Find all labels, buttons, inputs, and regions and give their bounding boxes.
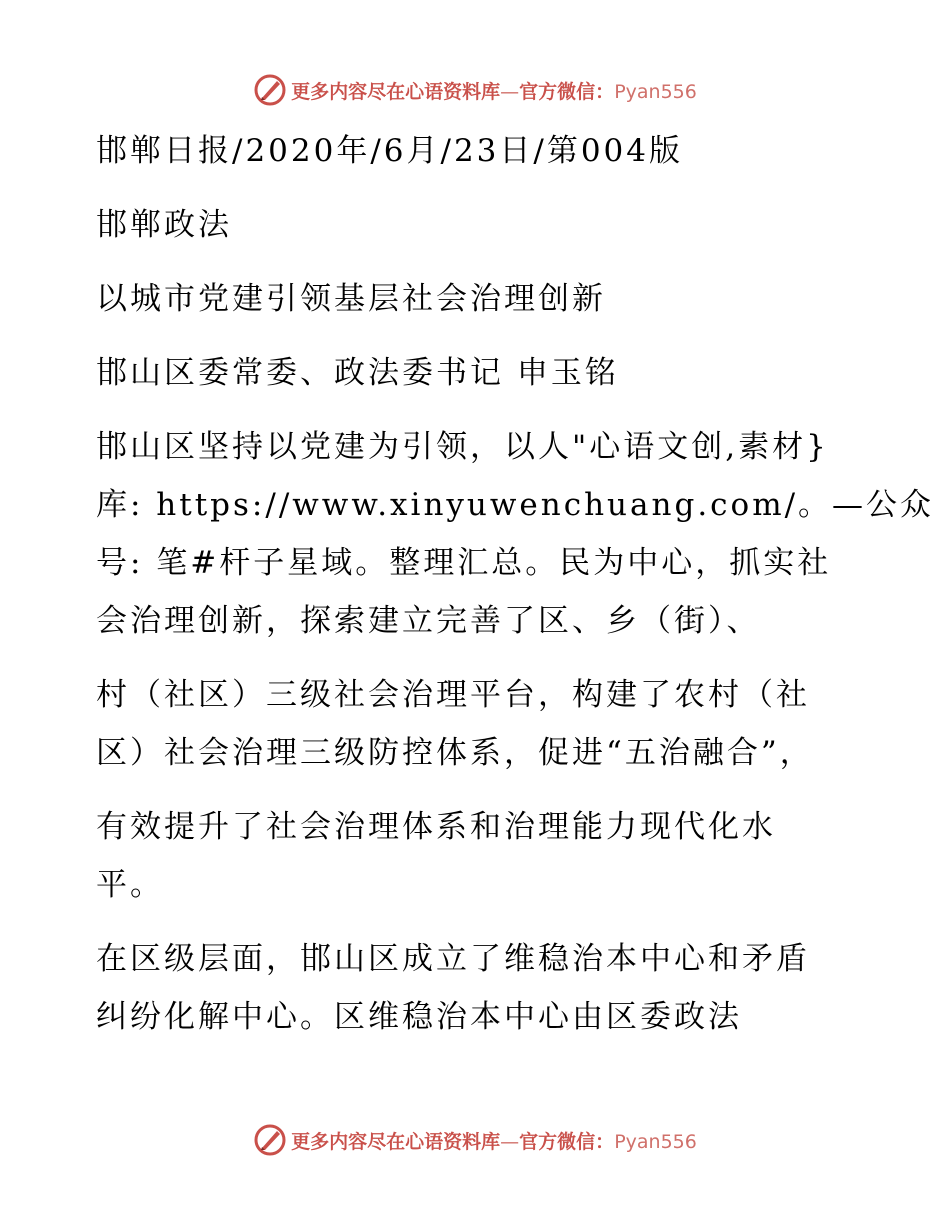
body-line: 村（社区）三级社会治理平台，构建了农村（社: [96, 677, 810, 713]
body-line: 有效提升了社会治理体系和治理能力现代化水: [96, 809, 776, 845]
footer-watermark-banner: [0, 1120, 950, 1160]
body-line: 邯山区坚持以党建为引领，以人"心语文创,素材}: [96, 429, 829, 465]
author-line: 邯山区委常委、政法委书记 申玉铭: [96, 355, 619, 391]
banner-text: 更多内容尽在心语资料库—官方微信：Pyan556: [291, 80, 697, 103]
quill-logo-icon: [253, 1123, 287, 1157]
banner-text: 更多内容尽在心语资料库—官方微信：Pyan556: [291, 1130, 697, 1153]
section-name: 邯郸政法: [96, 207, 232, 243]
body-line: 平。: [96, 867, 164, 903]
body-line: 库: https://www.xinyuwenchuang.com/。—公众: [96, 487, 935, 523]
article-title: 以城市党建引领基层社会治理创新: [96, 281, 606, 317]
header-watermark-banner: [0, 70, 950, 110]
body-line: 纠纷化解中心。区维稳治本中心由区委政法: [96, 999, 742, 1035]
body-line: 区）社会治理三级防控体系，促进“五治融合”，: [96, 735, 814, 771]
body-line: 会治理创新，探索建立完善了区、乡（街）、: [96, 603, 761, 639]
quill-logo-icon: [253, 73, 287, 107]
body-line: 号: 笔#杆子星域。整理汇总。民为中心，抓实社: [96, 545, 832, 581]
article-body: [96, 122, 935, 1046]
body-line: 在区级层面，邯山区成立了维稳治本中心和矛盾: [96, 941, 810, 977]
publication-info: 邯郸日报/2020年/6月/23日/第004版: [96, 133, 684, 169]
